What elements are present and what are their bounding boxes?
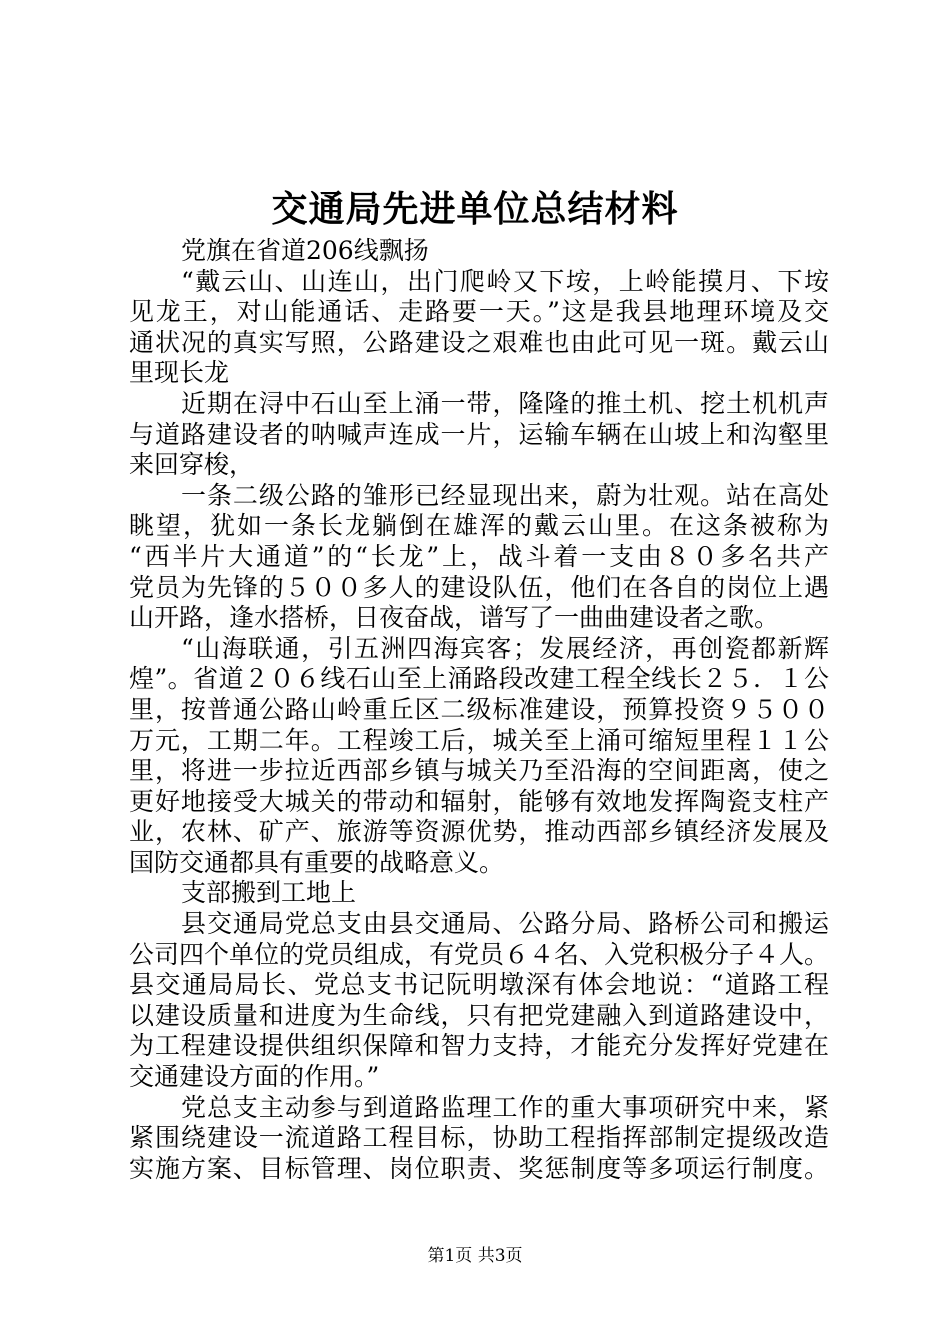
document-title: 交通局先进单位总结材料 xyxy=(271,188,679,230)
text-line: 党总支主动参与到道路监理工作的重大事项研究中来，紧 xyxy=(181,1092,829,1122)
text-line: 县交通局局长、党总支书记阮明墩深有体会地说：“道路工程 xyxy=(129,970,829,1000)
text-line: 万元，工期二年。工程竣工后，城关至上涌可缩短里程１１公 xyxy=(129,725,829,755)
document-body xyxy=(129,236,829,1184)
text-line: 里现长龙 xyxy=(129,358,230,388)
text-line: 近期在浔中石山至上涌一带，隆隆的推土机、挖土机机声 xyxy=(181,388,829,418)
text-line: 通状况的真实写照，公路建设之艰难也由此可见一斑。戴云山 xyxy=(129,327,829,357)
page-footer: 第1页 共3页 xyxy=(427,1246,523,1266)
text-line: 煌”。省道２０６线石山至上涌路段改建工程全线长２５．１公 xyxy=(129,664,829,694)
text-line: 更好地接受大城关的带动和辐射，能够有效地发挥陶瓷支柱产 xyxy=(129,786,829,816)
text-line: 以建设质量和进度为生命线，只有把党建融入到道路建设中， xyxy=(129,1000,829,1030)
text-line: 与道路建设者的呐喊声连成一片，运输车辆在山坡上和沟壑里 xyxy=(129,419,829,449)
text-line: 实施方案、目标管理、岗位职责、奖惩制度等多项运行制度。 xyxy=(129,1153,829,1183)
text-line: 见龙王，对山能通话、走路要一天。”这是我县地理环境及交 xyxy=(129,297,829,327)
text-line: 里，将进一步拉近西部乡镇与城关乃至沿海的空间距离，使之 xyxy=(129,756,829,786)
text-line: 党旗在省道206线飘扬 xyxy=(181,236,429,265)
text-line: 交通建设方面的作用。” xyxy=(129,1062,380,1092)
text-line: 一条二级公路的雏形已经显现出来，蔚为壮观。站在高处 xyxy=(181,480,829,510)
text-line: 来回穿梭， xyxy=(129,450,255,480)
text-line: 业，农林、矿产、旅游等资源优势，推动西部乡镇经济发展及 xyxy=(129,817,829,847)
text-line: “戴云山、山连山，出门爬岭又下垵，上岭能摸月、下垵 xyxy=(181,266,829,296)
text-line: 山开路，逢水搭桥，日夜奋战，谱写了一曲曲建设者之歌。 xyxy=(129,603,780,633)
text-line: 紧围绕建设一流道路工程目标，协助工程指挥部制定提级改造 xyxy=(129,1123,829,1153)
text-line: 国防交通都具有重要的战略意义。 xyxy=(129,847,505,877)
text-line: “西半片大通道”的“长龙”上，战斗着一支由８０多名共产 xyxy=(129,541,829,571)
text-line: 支部搬到工地上 xyxy=(181,878,357,908)
text-line: 党员为先锋的５００多人的建设队伍，他们在各自的岗位上遇 xyxy=(129,572,829,602)
text-line: 公司四个单位的党员组成，有党员６４名、入党积极分子４人。 xyxy=(129,939,830,969)
text-line: “山海联通，引五洲四海宾客；发展经济，再创瓷都新辉 xyxy=(181,633,829,663)
text-line: 为工程建设提供组织保障和智力支持，才能充分发挥好党建在 xyxy=(129,1031,829,1061)
text-line: 县交通局党总支由县交通局、公路分局、路桥公司和搬运 xyxy=(181,909,829,939)
text-line: 里，按普通公路山岭重丘区二级标准建设，预算投资９５００ xyxy=(129,694,829,724)
text-line: 眺望，犹如一条长龙躺倒在雄浑的戴云山里。在这条被称为 xyxy=(129,511,829,541)
